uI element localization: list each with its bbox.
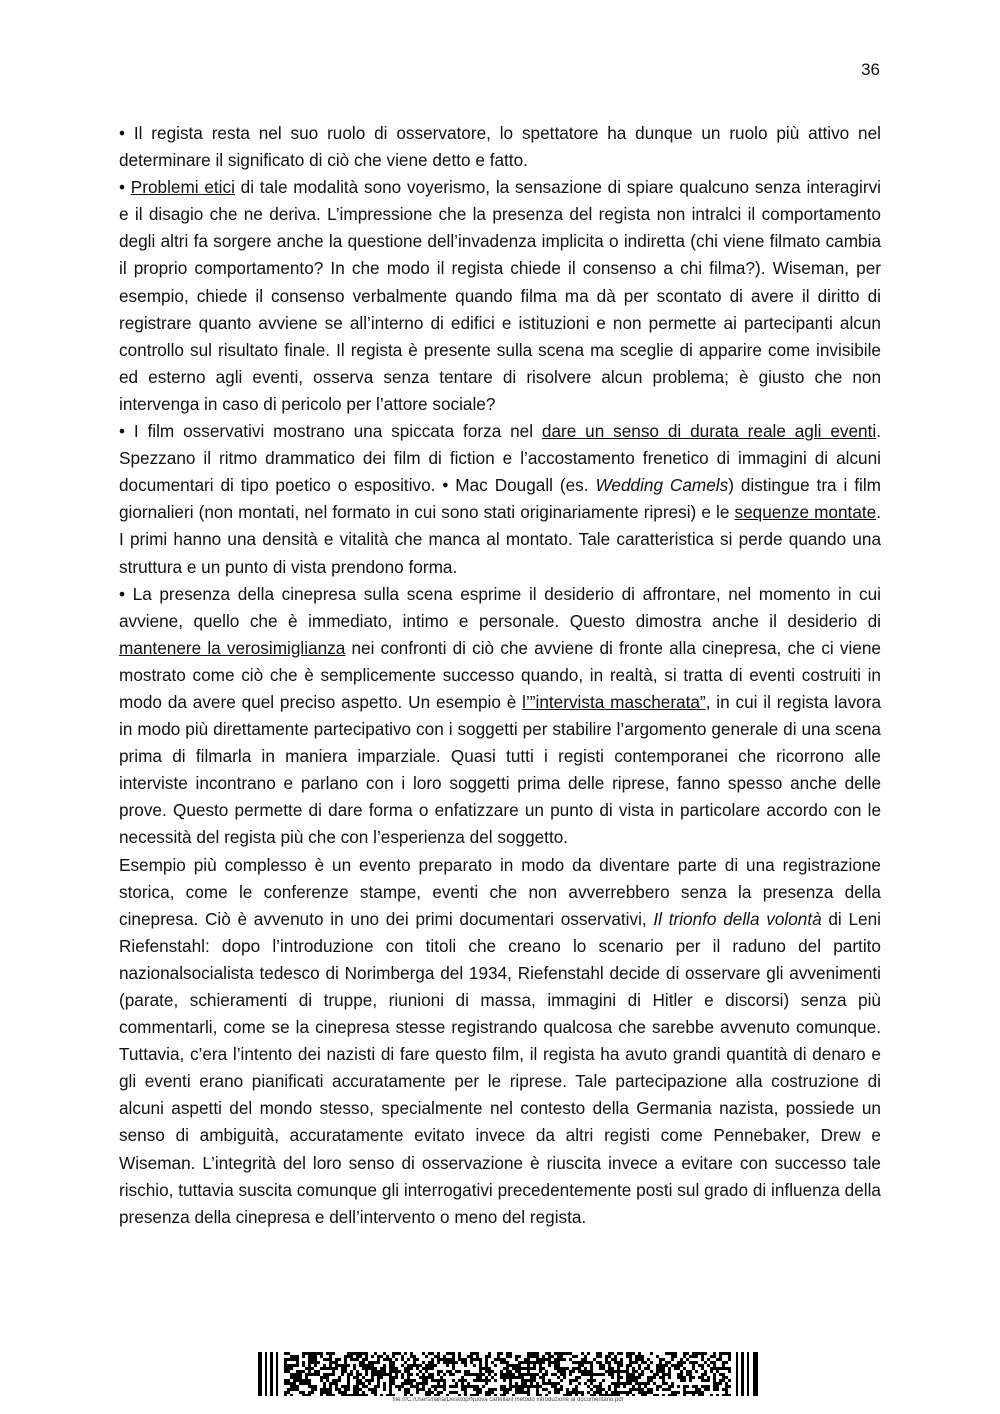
paragraph-camera-presence: • La presenza della cinepresa sulla scena esprime il desiderio di affrontare, nel momento in cui avviene, quello che è immediato, intimo e personale. Questo dimostra anche il desiderio di mantenere la verosimiglianza nei confronti di ciò che avviene di fronte alla cinepresa, che ci viene mostrato come ciò che è semplicemente successo quando, in realtà, si tratta di eventi costruiti in modo da avere quel preciso aspetto. Un esempio è l’”intervista mascherata”, in cui il regista lavora in modo più direttamente partecipativo con i soggetti per stabilire l’argomento generale di una scena prima di filmarla in maniera imparziale. Quasi tutti i registi contemporanei che ricorrono alle interviste incontrano e parlano con i loro soggetti prima delle riprese, fanno spesso anche delle prove. Questo permette di dare forma o enfatizzare un punto di vista in particolare accordo con le necessità del regista più che con l’esperienza del soggetto. (119, 583, 882, 848)
film-title: Il trionfo della volontà (653, 908, 822, 929)
underlined-phrase: sequenze montate (734, 502, 877, 523)
underlined-phrase: mantenere la verosimiglianza (119, 637, 346, 658)
paragraph-ethical-problems: • Problemi etici di tale modalità sono voyerismo, la sensazione di spiare qualcuno senza interagirvi e il disagio che ne deriva. L’impressione che la presenza del regista non intralci il comportamento degli altri fa sorgere anche la questione dell’invadenza implicita o indiretta (chi viene filmato cambia il proprio comportamento? In che modo il regista chiede il consenso a chi filma?). Wiseman, per esempio, chiede il consenso verbalmente quando filma ma dà per scontato di avere il diritto di registrare quanto avviene se all’interno di edifici e istituzioni e non permette ai partecipanti alcun controllo sul risultato finale. Il regista è presente sulla scena ma sceglie di apparire come invisibile ed esterno agli eventi, osserva senza tentare di risolvere alcun problema; è giusto che non intervenga in caso di pericolo per l’attore sociale? (119, 177, 881, 414)
underlined-phrase: l’”intervista mascherata”, (522, 691, 711, 712)
page-number: 36 (861, 60, 880, 79)
document-body (119, 120, 881, 1231)
paragraph-observer-role: • Il regista resta nel suo ruolo di osservatore, lo spettatore ha dunque un ruolo più attivo nel determinare il significato di ciò che viene detto e fatto. (119, 123, 881, 171)
barcode-caption: file:///C:/Users/Ilaria/Desktop/Nuova cartella/il metodo introduzione al documentario.pdf (392, 1397, 624, 1403)
paragraph-real-duration: • I film osservativi mostrano una spiccata forza nel dare un senso di durata reale agli eventi. Spezzano il ritmo drammatico dei film di fiction e l’accostamento frenetico di immagini di alcuni documentari di tipo poetico o espositivo. • Mac Dougall (es. Wedding Camels) distingue tra i film giornalieri (non montati, nel formato in cui sono stati originariamente ripresi) e le sequenze montate. I primi hanno una densità e vitalità che manca al montato. Tale caratteristica si perde quando una struttura e un punto di vista prendono forma. (119, 421, 881, 577)
underlined-phrase: Problemi etici (130, 177, 235, 198)
barcode-image (258, 1352, 758, 1396)
barcode-footer (258, 1352, 758, 1403)
underlined-phrase: dare un senso di durata reale agli eventi (541, 421, 877, 442)
paragraph-complex-example: Esempio più complesso è un evento preparato in modo da diventare parte di una registrazione storica, come le conferenze stampe, eventi che non avverrebbero senza la presenza della cinepresa. Ciò è avvenuto in uno dei primi documentari osservativi, Il trionfo della volontà di Leni Riefenstahl: dopo l’introduzione con titoli che creano lo scenario per il raduno del partito nazionalsocialista tedesco di Norimberga del 1934, Riefenstahl decide di osservare gli avvenimenti (parate, schieramenti di truppe, riunioni di massa, immagini di Hitler e discorsi) senza più commentarli, come se la cinepresa stesse registrando qualcosa che sarebbe avvenuto comunque. Tuttavia, c’era l’intento dei nazisti di fare questo film, il regista ha avuto grandi quantità di denaro e gli eventi erano pianificati accuratamente per le riprese. Tale partecipazione alla costruzione di alcuni aspetti del mondo stesso, specialmente nel contesto della Germania nazista, possiede un senso di ambiguità, accuratamente evitato invece da altri registi come Pennebaker, Drew e Wiseman. L’integrità del loro senso di osservazione è riuscita invece a evitare con successo tale rischio, tuttavia suscita comunque gli interrogativi precedentemente posti sul grado di influenza della presenza della cinepresa e dell’intervento o meno del regista. (119, 854, 881, 1227)
film-title: Wedding Camels (595, 475, 729, 496)
